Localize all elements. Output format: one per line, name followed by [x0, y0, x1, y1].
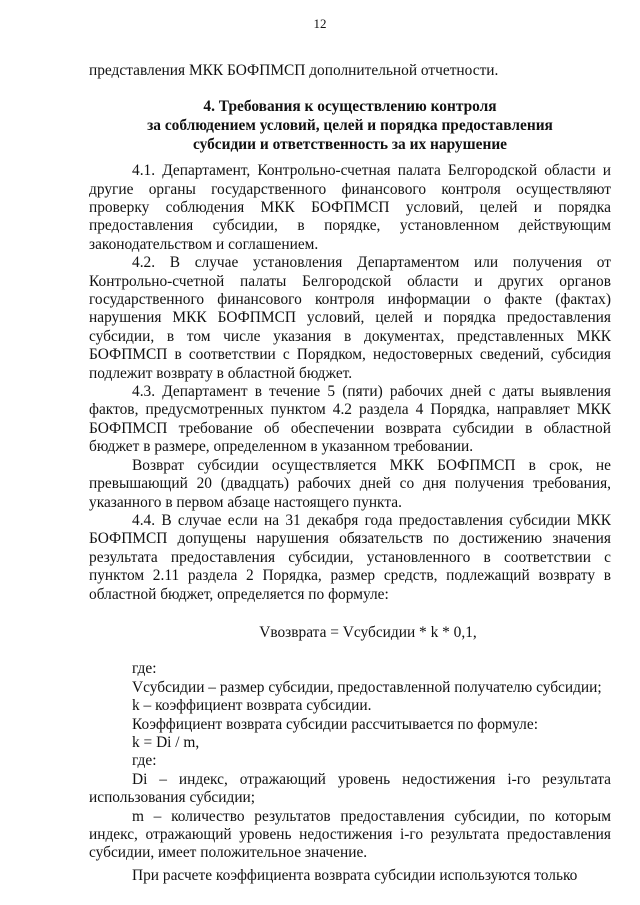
- page-number: 12: [313, 16, 327, 31]
- intro-line: представления МКК БОФПМСП дополнительной отчетности.: [89, 62, 499, 79]
- last-line: При расчете коэффициента возврата субсидии используются только: [132, 866, 578, 884]
- section-title-line-2: за соблюдением условий, целей и порядка предоставления: [147, 117, 553, 134]
- formula-k: k = Di / m,: [132, 733, 200, 751]
- document-body: [89, 62, 611, 885]
- definition-m: m – количество результатов предоставления субсидии, по которым индекс, отражающий уровень недостижения i-го результата предоставления субсидии, имеет положительное значение.: [89, 807, 611, 862]
- paragraph-4-1: 4.1. Департамент, Контрольно-счетная палата Белгородской области и другие органы государственного финансового контроля осуществляют проверку соблюдения МКК БОФПМСП условий, целей и порядка предоставления субсидии, в порядке, установленном действующим законодательством и соглашением.: [89, 162, 611, 253]
- definition-di: Di – индекс, отражающий уровень недостижения i-го результата использования субсидии;: [89, 770, 611, 807]
- paragraph-4-3-continued: Возврат субсидии осуществляется МКК БОФПМСП в срок, не превышающий 20 (двадцать) рабочих дней со дня получения требования, указанного в первом абзаце настоящего пункта.: [89, 456, 611, 511]
- where-label-2: где:: [132, 752, 157, 770]
- where-label-1: где:: [132, 660, 157, 678]
- section-title-line-1: 4. Требования к осуществлению контроля: [203, 98, 497, 116]
- definition-k: k – коэффициент возврата субсидии.: [132, 697, 372, 715]
- paragraph-4-2: 4.2. В случае установления Департаментом или получения от Контрольно-счетной палаты Белгородской области и других органов государственного финансового контроля информации о факте (фактах) нарушения МКК БОФПМСП условий, целей и порядка предоставления субсидии, в том числе указания в документах, представленных МКК БОФПМСП в соответствии с Порядком, недостоверных сведений, субсидия подлежит возврату в областной бюджет.: [89, 254, 611, 382]
- section-title-line-3: субсидии и ответственность за их нарушение: [192, 135, 508, 153]
- paragraph-4-4: 4.4. В случае если на 31 декабря года предоставления субсидии МКК БОФПМСП допущены нарушения обязательств по достижению значения результата предоставления субсидии, установленного в соответствии с пунктом 2.11 раздела 2 Порядка, размер средств, подлежащий возврату в областной бюджет, определяется по формуле:: [89, 511, 611, 603]
- k-formula-intro: Коэффициент возврата субсидии рассчитывается по формуле:: [132, 715, 538, 733]
- paragraph-4-3: 4.3. Департамент в течение 5 (пяти) рабочих дней с даты выявления фактов, предусмотренных пунктом 4.2 раздела 4 Порядка, направляет МКК БОФПМСП требование об обеспечении возврата субсидии в областной бюджет в размере, определенном в указанном требовании.: [89, 383, 611, 456]
- definition-v-subsidy: Vсубсидии – размер субсидии, предоставленной получателю субсидии;: [132, 678, 602, 696]
- formula-main: Vвозврата = Vсубсидии * k * 0,1,: [259, 623, 477, 641]
- section-heading: [89, 98, 611, 154]
